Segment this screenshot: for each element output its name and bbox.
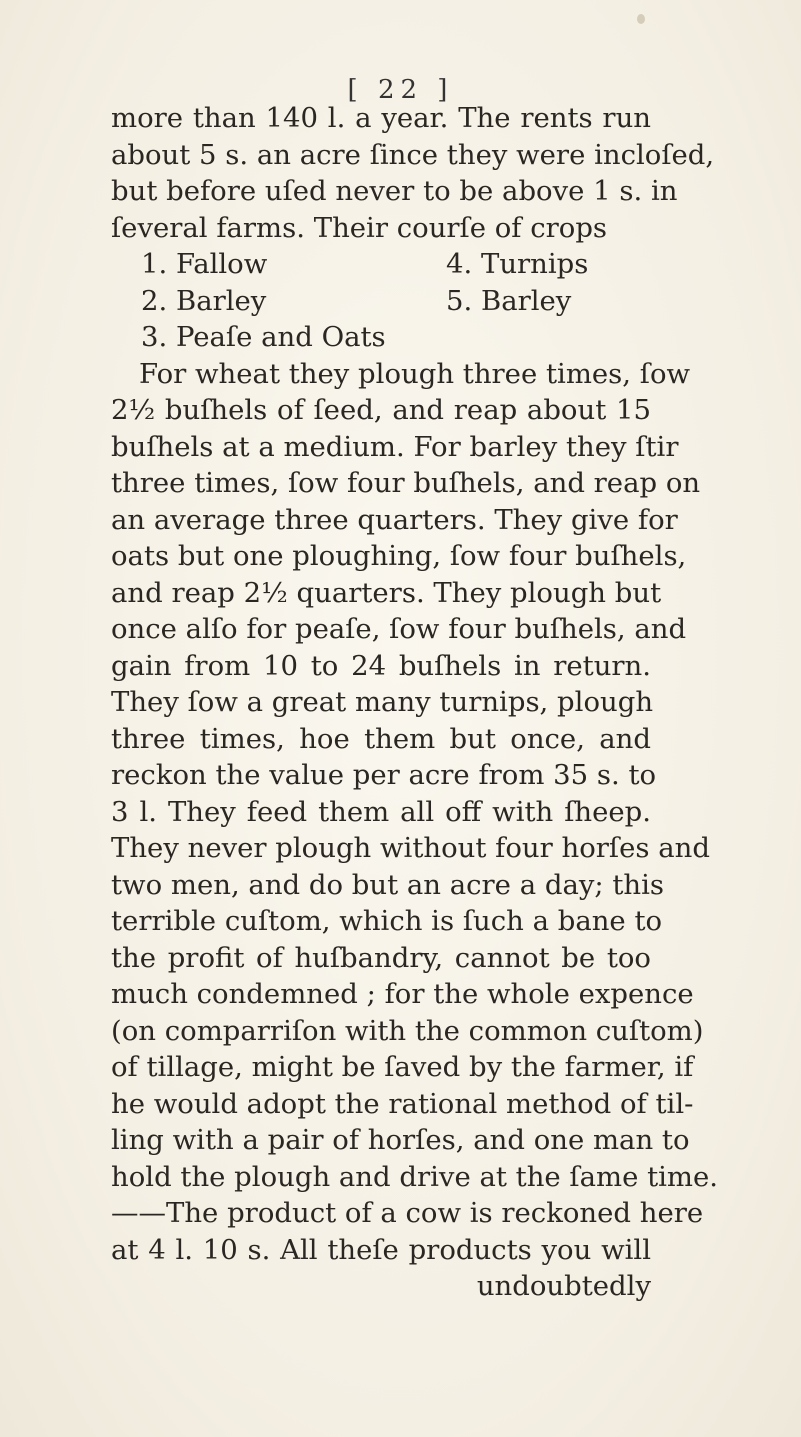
text-line: he would adopt the rational method of til- (111, 1087, 694, 1120)
text-line: but before uſed never to be above 1 s. in (111, 175, 678, 207)
crop-rotation-row (111, 319, 651, 356)
text-line: 2½ buſhels of ſeed, and reap about 15 (111, 394, 651, 426)
text-line: gain from 10 to 24 buſhels in return. (111, 649, 651, 682)
crop-rotation-row (111, 246, 651, 283)
text-line: 3 l. They feed them all off with ſheep. (111, 795, 651, 828)
crop-item: 1. Fallow (141, 248, 268, 280)
text-line: ——The product of a cow is reckoned here (111, 1197, 704, 1229)
text-line: ſeveral farms. Their courſe of crops (111, 211, 608, 244)
text-line: at 4 l. 10 s. All theſe products you will (111, 1233, 651, 1266)
crop-item: 4. Turnips (446, 248, 589, 280)
crop-item: 2. Barley (141, 284, 267, 317)
text-line: of tillage, might be ſaved by the farmer, if (111, 1051, 694, 1083)
text-line: oats but one ploughing, ſow four buſhels, (111, 540, 687, 572)
crop-item: 5. Barley (446, 284, 572, 317)
text-line: For wheat they plough three times, ſow (139, 357, 691, 390)
text-line: an average three quarters. They give for (111, 503, 678, 536)
text-line: more than 140 l. a year. The rents run (111, 102, 651, 134)
text-line: hold the plough and drive at the ſame time. (111, 1160, 719, 1193)
text-line: They ſow a great many turnips, plough (111, 686, 654, 718)
text-line: buſhels at a medium. For barley they ſtir (111, 430, 679, 463)
text-line: three times, ſow four buſhels, and reap on (111, 467, 701, 499)
text-line: They never plough without four horſes and (111, 832, 710, 864)
crop-item: 3. Peaſe and Oats (141, 321, 386, 353)
text-line: (on comparriſon with the common cuſtom) (111, 1014, 704, 1047)
text-line: three times, hoe them but once, and (111, 722, 651, 755)
text-line: once alſo for peaſe, ſow four buſhels, and (111, 613, 687, 645)
text-line: ling with a pair of horſes, and one man to (111, 1124, 690, 1156)
crop-rotation-row (111, 283, 651, 320)
text-line: about 5 s. an acre ſince they were incloſed, (111, 138, 715, 171)
paper-stain (637, 14, 645, 24)
body-text (111, 100, 719, 1305)
catchword: undoubtedly (476, 1270, 651, 1302)
text-line: terrible cuſtom, which is ſuch a bane to (111, 905, 663, 937)
text-line: much condemned ; for the whole expence (111, 978, 694, 1010)
page-number: [ 22 ] (347, 75, 454, 105)
text-line: reckon the value per acre from 35 s. to (111, 759, 657, 791)
text-line: the profit of huſbandry, cannot be too (111, 941, 651, 974)
text-line: two men, and do but an acre a day; this (111, 868, 665, 901)
text-line: and reap 2½ quarters. They plough but (111, 576, 662, 609)
